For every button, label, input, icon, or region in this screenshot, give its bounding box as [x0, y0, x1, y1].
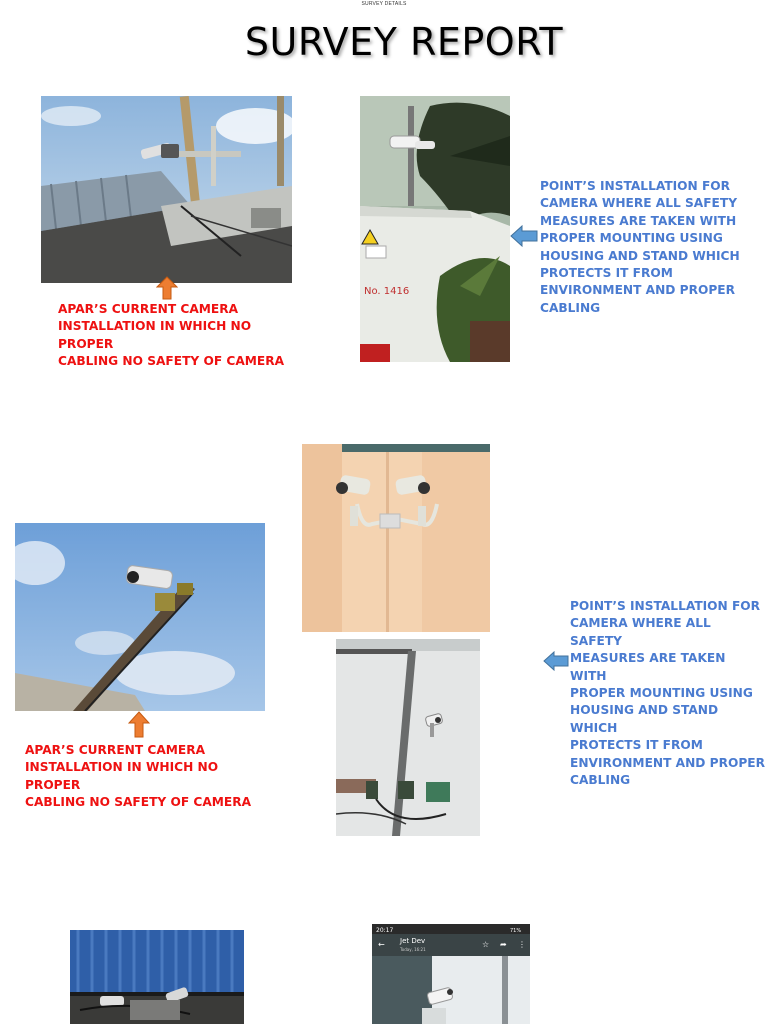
- caption-line: POINT’S INSTALLATION FOR: [540, 179, 731, 193]
- caption-line: CAMERA WHERE ALL SAFETY: [570, 616, 711, 648]
- phone-menu-icon: ⋮: [518, 940, 526, 949]
- phone-time-text: 20:17: [376, 927, 394, 934]
- caption-line: PROPER MOUNTING USING: [570, 686, 753, 701]
- photo-point-indoor-camera: [336, 639, 480, 836]
- caption-line: CAMERA WHERE ALL SAFETY: [540, 196, 738, 211]
- caption-line: PROTECTS IT FROM: [540, 266, 673, 281]
- caption-line: APAR’S CURRENT CAMERA: [25, 743, 206, 757]
- caption-line: ENVIRONMENT AND PROPER: [570, 755, 765, 770]
- photo-blue-roof-cameras: [70, 930, 244, 1024]
- photo-point-wall-camera: [360, 96, 510, 362]
- caption-line: ENVIRONMENT AND PROPER: [540, 283, 735, 298]
- arrow-left-icon: [510, 225, 538, 247]
- caption-line: HOUSING AND STAND WHICH: [570, 703, 719, 735]
- apar-caption-2: [25, 742, 270, 812]
- photo-phone-screenshot: [372, 924, 530, 1024]
- caption-line: MEASURES ARE TAKEN WITH: [540, 213, 737, 228]
- caption-line: CABLING NO SAFETY OF CAMERA: [25, 795, 252, 810]
- caption-line: INSTALLATION IN WHICH NO PROPER: [25, 760, 219, 792]
- caption-line: CABLING: [570, 773, 631, 788]
- phone-share-icon: ➦: [500, 940, 507, 949]
- caption-line: CABLING NO SAFETY OF CAMERA: [58, 354, 285, 369]
- photo-apar-pole-camera: [15, 523, 265, 711]
- phone-battery-text: 71%: [510, 928, 522, 934]
- caption-line: INSTALLATION IN WHICH NO PROPER: [58, 319, 252, 351]
- wall-number-text: No. 1416: [364, 286, 410, 297]
- arrow-up-icon: [156, 276, 178, 300]
- photo-point-dual-cameras: [302, 444, 490, 632]
- phone-back-icon: ←: [378, 940, 385, 949]
- caption-line: HOUSING AND STAND WHICH: [540, 248, 740, 263]
- caption-line: POINT’S INSTALLATION FOR: [570, 599, 761, 613]
- page-header-label: SURVEY DETAILS: [361, 1, 407, 7]
- point-caption-1: [540, 178, 750, 317]
- photo-apar-rooftop-camera: [41, 96, 292, 283]
- point-caption-2: [570, 598, 765, 789]
- arrow-up-icon: [128, 711, 150, 738]
- arrow-left-icon: [543, 651, 569, 671]
- caption-line: APAR’S CURRENT CAMERA: [58, 302, 239, 316]
- phone-title-text: Jet Dev: [400, 937, 426, 945]
- caption-line: MEASURES ARE TAKEN WITH: [570, 651, 726, 683]
- phone-star-icon: ☆: [482, 940, 490, 949]
- caption-line: CABLING: [540, 300, 601, 315]
- apar-caption-1: [58, 301, 298, 371]
- page-title: SURVEY REPORT: [244, 20, 564, 64]
- caption-line: PROPER MOUNTING USING: [540, 231, 723, 246]
- phone-subtitle-text: Today, 16:21: [400, 947, 426, 952]
- caption-line: PROTECTS IT FROM: [570, 738, 703, 753]
